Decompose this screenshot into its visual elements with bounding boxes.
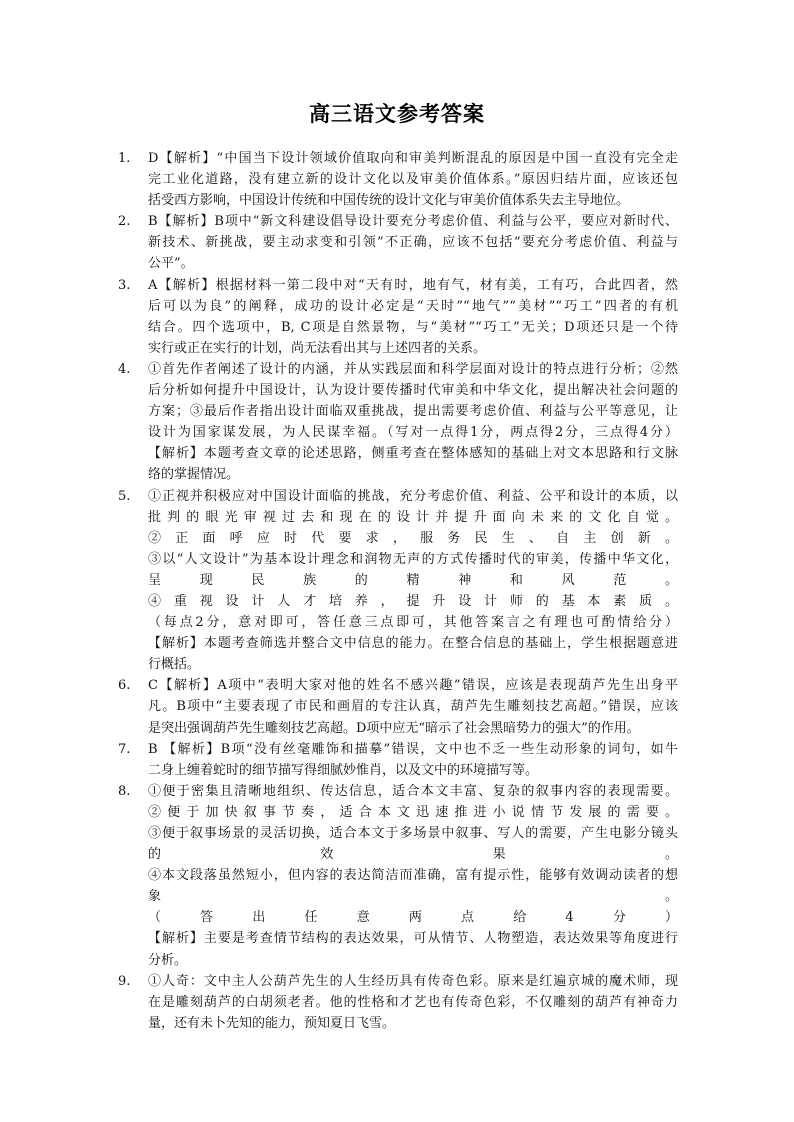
answer-text-line: 公平”。 — [148, 256, 194, 272]
answer-number: 9. — [118, 973, 131, 989]
answer-text-line: B【解析】B项中“新文科建设倡导设计要充分考虑价值、利益与公平，要应对新时代、 — [148, 214, 678, 230]
answer-number: 8. — [118, 783, 131, 799]
answer-item — [118, 359, 678, 486]
answer-text-line: D【解析】“中国当下设计领域价值取向和审美判断混乱的原因是中国一直没有完全走 — [148, 151, 678, 166]
answer-text-line: 【解析】主要是考查情节结构的表达效果，可从情节、人物塑造，表达效果等角度进行 — [148, 931, 678, 947]
answer-text-line: ①首先作者阐述了设计的内涵，并从实践层面和科学层面对设计的特点进行分析；②然 — [148, 361, 678, 377]
answer-text-line: 【解析】本题考查筛选并整合文中信息的能力。在整合信息的基础上，学生根据题意进 — [148, 636, 678, 652]
document-title: 高三语文参考答案 — [309, 102, 485, 126]
answer-text-line: C【解析】A项中“表明大家对他的姓名不感兴趣”错误，应该是表现葫芦先生出身平 — [148, 678, 678, 694]
answer-text-line: B 【解析】B项“没有丝毫雕饰和描摹”错误，文中也不乏一些生动形象的词句，如牛 — [148, 741, 678, 757]
answer-number: 7. — [118, 741, 131, 757]
answer-text-line: 括受西方影响，中国设计传统和中国传统的设计文化与审美价值体系失去主导地位。 — [148, 193, 630, 209]
answer-number: 6. — [118, 678, 131, 694]
answer-text-line: 后可以为良”的阐释，成功的设计必定是“天时”“地气”“美材”“巧工”四者的有机 — [148, 298, 678, 314]
answer-item — [118, 211, 678, 274]
answer-text-line: （每点2分，意对即可，答任意三点即可，其他答案言之有理也可酌情给分） — [148, 615, 678, 631]
answer-text-line: （答出任意两点给4分） — [148, 910, 678, 926]
answer-text-line: ②正面呼应时代要求，服务民生、自主创新。 — [148, 530, 678, 546]
answer-text-line: 二身上缠着蛇时的细节描写得细腻妙惟肖，以及文中的环境描写等。 — [148, 762, 539, 778]
answer-number: 1. — [118, 151, 131, 166]
answer-text-line: 设计为国家谋发展，为人民谋幸福。（写对一点得1分，两点得2分，三点得4分） — [148, 425, 678, 441]
answer-text-line: 的效果。 — [148, 847, 678, 863]
answer-text-line: 方案；③最后作者指出设计面临双重挑战，提出需要考虑价值、利益与公平等意见，让 — [148, 404, 678, 420]
answer-text-line: 结合。四个选项中，B, C项是自然景物，与“美材”“巧工”无关；D项还只是一个待 — [148, 319, 678, 335]
answer-text-line: 行概括。 — [148, 657, 201, 673]
answer-text-line: 呈现民族的精神和风范。 — [148, 572, 678, 588]
answer-text-line: ①便于密集且清晰地组织、传达信息，适合本文丰富、复杂的叙事内容的表现需要。 — [148, 783, 678, 799]
answer-text-line: ③便于叙事场景的灵活切换，适合本文于多场景中叙事、写人的需要，产生电影分镜头 — [148, 826, 678, 841]
answer-text-line: ②便于加快叙事节奏，适合本文迅速推进小说情节发展的需要。 — [148, 804, 678, 820]
answer-text-line: 分析。 — [148, 952, 188, 968]
answer-list — [118, 148, 678, 1034]
answer-number: 3. — [118, 277, 131, 293]
answer-text-line: A【解析】根据材料一第二段中对“天有时，地有气，材有美，工有巧，合此四者，然 — [148, 277, 678, 293]
answer-text-line: ①正视并积极应对中国设计面临的挑战，充分考虑价值、利益、公平和设计的本质，以 — [148, 488, 678, 504]
answer-number: 5. — [118, 488, 131, 504]
answer-number: 2. — [118, 214, 131, 230]
answer-text-line: 络的掌握情况。 — [148, 467, 240, 483]
answer-text-line: 量，还有未卜先知的能力，预知夏日飞雪。 — [148, 1015, 396, 1031]
answer-item — [118, 971, 678, 1034]
answer-text-line: ①人奇：文中主人公葫芦先生的人生经历具有传奇色彩。原来是红遍京城的魔术师，现 — [148, 973, 678, 989]
answer-item — [118, 781, 678, 971]
answer-text-line: ④重视设计人才培养，提升设计师的基本素质。 — [148, 593, 678, 609]
answer-item — [118, 148, 678, 211]
answer-number: 4. — [118, 361, 131, 377]
answer-text-line: 是突出强调葫芦先生雕刻技艺高超。D项中应无“暗示了社会黑暗势力的强大”的作用。 — [148, 720, 640, 736]
answer-item — [118, 486, 678, 676]
answer-item — [118, 275, 678, 359]
answer-item — [118, 675, 678, 738]
answer-text-line: ④本文段落虽然短小，但内容的表达简洁而准确，富有提示性，能够有效调动读者的想 — [148, 868, 678, 884]
answer-text-line: 在是雕刻葫芦的白胡须老者。他的性格和才艺也有传奇色彩，不仅雕刻的葫芦有神奇力 — [148, 994, 678, 1010]
answer-text-line: 完工业化道路，没有建立新的设计文化以及审美价值体系。”原因归结片面，应该还包 — [148, 172, 678, 188]
answer-text-line: ③以“人文设计”为基本设计理念和润物无声的方式传播时代的审美，传播中华文化， — [148, 551, 678, 567]
answer-text-line: 后分析如何提升中国设计，认为设计要传播时代审美和中华文化，提出解决社会问题的 — [148, 383, 678, 399]
answer-text-line: 新技术、新挑战，要主动求变和引领”不正确，应该不包括“要充分考虑价值、利益与 — [148, 235, 678, 251]
answer-text-line: 【解析】本题考查文章的论述思路，侧重考查在整体感知的基础上对文本思路和行文脉 — [148, 446, 678, 462]
answer-text-line: 凡。B项中“主要表现了市民和画眉的专注认真，葫芦先生雕刻技艺高超。”错误，应该 — [148, 699, 678, 715]
answer-item — [118, 739, 678, 781]
answer-text-line: 实行或正在实行的计划，尚无法看出其与上述四者的关系。 — [148, 340, 487, 356]
answer-text-line: 象。 — [148, 889, 678, 905]
answer-text-line: 批判的眼光审视过去和现在的设计并提升面向未来的文化自觉。 — [148, 509, 678, 525]
